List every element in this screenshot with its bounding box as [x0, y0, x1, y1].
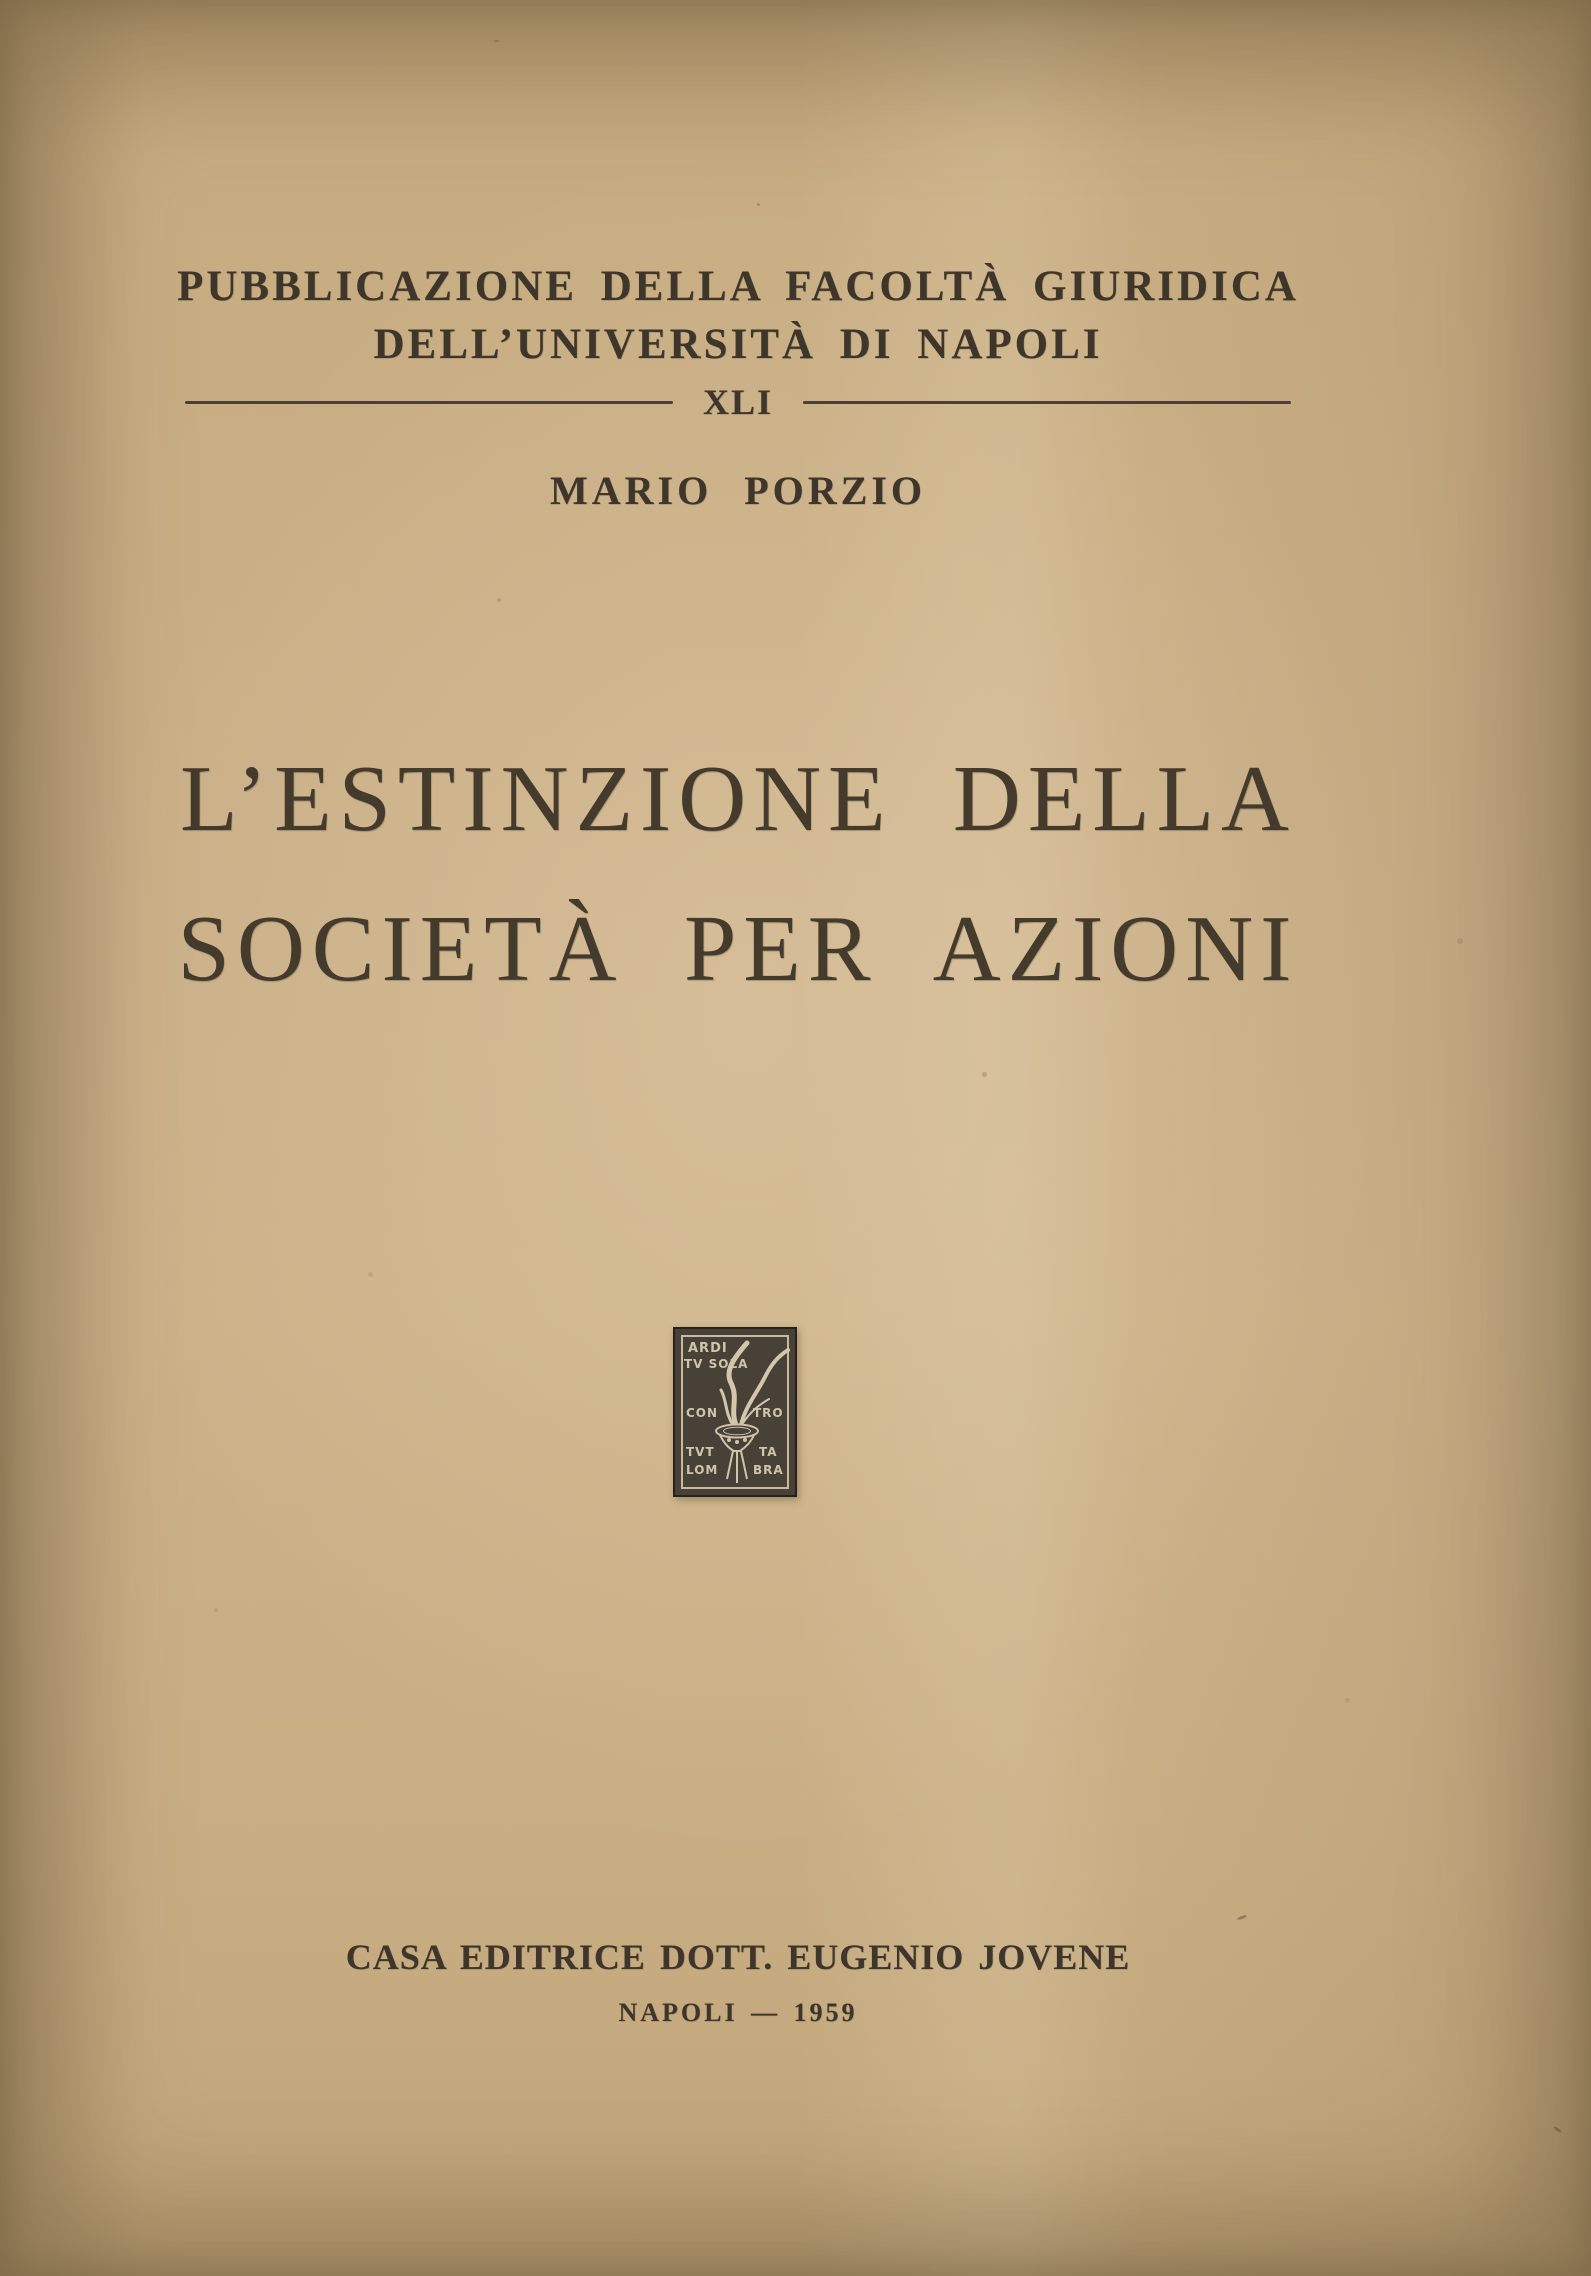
publisher-emblem	[673, 1327, 797, 1497]
series-number-row	[185, 384, 1291, 420]
paper-speck	[757, 203, 760, 206]
paper-speck	[1237, 1914, 1247, 1920]
emblem-motto-bottom1-left: TVT	[686, 1445, 715, 1459]
emblem-motto-top2: TV SOLA	[684, 1357, 749, 1371]
emblem-motto-mid-right: TRO	[753, 1406, 784, 1420]
author-name: MARIO PORZIO	[550, 468, 926, 513]
emblem-motto-bottom1-right: TA	[759, 1445, 778, 1459]
emblem-motto-bottom2-right: BRA	[753, 1463, 784, 1477]
paper-speck	[1553, 2126, 1562, 2134]
title-line-2: SOCIETÀ PER AZIONI	[177, 897, 1299, 1001]
emblem-motto-bottom2-left: LOM	[686, 1463, 719, 1477]
paper-speck	[1457, 938, 1463, 944]
paper-speck	[497, 598, 501, 602]
paper-speck	[214, 1608, 218, 1612]
emblem-motto-top1: ARDI	[688, 1341, 728, 1356]
emblem-motto-mid-left: CON	[686, 1406, 719, 1420]
right-rule	[803, 401, 1291, 404]
paper-speck	[368, 1272, 373, 1277]
imprint-line: NAPOLI — 1959	[618, 1998, 858, 2027]
publisher-line: CASA EDITRICE DOTT. EUGENIO JOVENE	[345, 1937, 1131, 1977]
title-line-1: L’ESTINZIONE DELLA	[180, 747, 1296, 851]
paper-speck	[982, 1072, 987, 1077]
series-line-1: PUBBLICAZIONE DELLA FACOLTÀ GIURIDICA	[177, 263, 1299, 310]
paper-speck	[494, 40, 499, 42]
series-line-2: DELL’UNIVERSITÀ DI NAPOLI	[373, 321, 1103, 368]
left-rule	[185, 401, 673, 404]
series-number: XLI	[702, 382, 774, 422]
paper-speck	[1345, 1698, 1350, 1703]
